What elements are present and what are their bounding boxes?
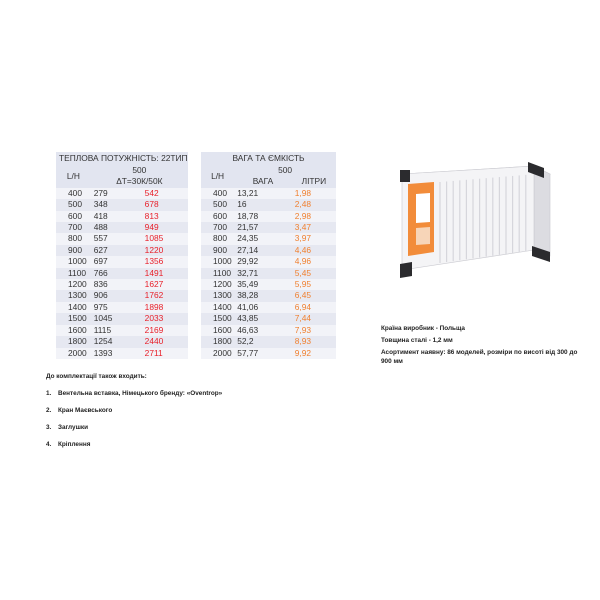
weight-table-cell-length: 1200 bbox=[201, 279, 234, 290]
weight-table-cell-length: 900 bbox=[201, 245, 234, 256]
power-table-cell-value-a: 836 bbox=[91, 279, 142, 290]
kit-list bbox=[46, 390, 222, 448]
kit-section bbox=[46, 373, 222, 458]
weight-table-cell-value-a: 21,57 bbox=[234, 222, 292, 233]
weight-table-cell-value-b: 6,94 bbox=[292, 302, 336, 313]
kit-item-text: Кріплення bbox=[58, 441, 91, 448]
weight-table-cell-length: 1400 bbox=[201, 302, 234, 313]
power-table-cell-value-a: 1045 bbox=[91, 313, 142, 324]
power-table-height: 500 bbox=[91, 165, 188, 176]
kit-item-number: 4. bbox=[46, 441, 52, 448]
power-table-cell-length: 1800 bbox=[56, 336, 91, 347]
power-table-row bbox=[56, 188, 188, 199]
power-table-cell-length: 1100 bbox=[56, 268, 91, 279]
weight-table-cell-value-b: 2,98 bbox=[292, 211, 336, 222]
power-table-cell-length: 1300 bbox=[56, 290, 91, 301]
weight-table-cell-value-a: 38,28 bbox=[234, 290, 292, 301]
weight-table-row bbox=[201, 279, 336, 290]
weight-table-row bbox=[201, 268, 336, 279]
weight-table-col-weight: ВАГА bbox=[234, 176, 292, 187]
weight-table-cell-value-b: 7,93 bbox=[292, 325, 336, 336]
weight-table-cell-value-b: 5,45 bbox=[292, 268, 336, 279]
power-table-row bbox=[56, 290, 188, 301]
weight-table-cell-value-a: 43,85 bbox=[234, 313, 292, 324]
power-table-cell-value-b: 1220 bbox=[142, 245, 188, 256]
weight-table-cell-length: 1000 bbox=[201, 256, 234, 267]
weight-table-cell-value-b: 1,98 bbox=[292, 188, 336, 199]
weight-table-body bbox=[201, 188, 336, 359]
power-table-row bbox=[56, 279, 188, 290]
info-country: Країна виробник - Польща bbox=[381, 325, 465, 332]
power-table-cell-length: 800 bbox=[56, 233, 91, 244]
power-table-cell-value-a: 1393 bbox=[91, 348, 142, 359]
power-table-cell-length: 1500 bbox=[56, 313, 91, 324]
weight-table-cell-value-b: 7,44 bbox=[292, 313, 336, 324]
power-table-cell-value-a: 279 bbox=[91, 188, 142, 199]
power-table-cell-length: 700 bbox=[56, 222, 91, 233]
power-table-cell-value-b: 1356 bbox=[142, 256, 188, 267]
power-table-cell-value-b: 1085 bbox=[142, 233, 188, 244]
power-table-cell-value-a: 627 bbox=[91, 245, 142, 256]
weight-table-col-lh: L/Н bbox=[201, 165, 234, 188]
power-table-cell-value-b: 1491 bbox=[142, 268, 188, 279]
power-table-row bbox=[56, 199, 188, 210]
kit-item-text: Кран Маєвського bbox=[58, 407, 113, 414]
power-table-cell-value-a: 488 bbox=[91, 222, 142, 233]
power-table-row bbox=[56, 245, 188, 256]
power-table-cell-length: 1200 bbox=[56, 279, 91, 290]
weight-table-row bbox=[201, 313, 336, 324]
kit-title: До комплектації також входить: bbox=[46, 373, 147, 380]
power-table-row bbox=[56, 268, 188, 279]
power-table-row bbox=[56, 325, 188, 336]
kit-item bbox=[46, 424, 222, 431]
weight-table-cell-value-b: 9,92 bbox=[292, 348, 336, 359]
weight-table-cell-value-b: 6,45 bbox=[292, 290, 336, 301]
power-table-dt: ΔТ=30К/50К bbox=[91, 176, 188, 187]
weight-table-cell-value-a: 52,2 bbox=[234, 336, 292, 347]
weight-table-cell-length: 1600 bbox=[201, 325, 234, 336]
weight-table-row bbox=[201, 325, 336, 336]
power-table-row bbox=[56, 336, 188, 347]
weight-table bbox=[201, 152, 336, 359]
weight-table-cell-value-a: 41,06 bbox=[234, 302, 292, 313]
radiator-sticker bbox=[408, 182, 434, 256]
weight-table-cell-value-a: 16 bbox=[234, 199, 292, 210]
power-table-cell-value-a: 1254 bbox=[91, 336, 142, 347]
power-table-cell-value-a: 348 bbox=[91, 199, 142, 210]
power-table-row bbox=[56, 233, 188, 244]
radiator-image bbox=[394, 160, 554, 290]
power-table-cell-value-b: 2440 bbox=[142, 336, 188, 347]
weight-table-row bbox=[201, 245, 336, 256]
power-table-cell-length: 400 bbox=[56, 188, 91, 199]
weight-table-col-liters: ЛІТРИ bbox=[292, 176, 336, 187]
weight-table-cell-value-b: 5,95 bbox=[292, 279, 336, 290]
weight-table-title: ВАГА ТА ЄМКІСТЬ bbox=[201, 152, 336, 165]
weight-table-cell-value-a: 18,78 bbox=[234, 211, 292, 222]
power-table-cell-value-a: 975 bbox=[91, 302, 142, 313]
power-table-cell-value-a: 766 bbox=[91, 268, 142, 279]
power-table-cell-value-a: 1115 bbox=[91, 325, 142, 336]
weight-table-cell-length: 1100 bbox=[201, 268, 234, 279]
power-table-cell-value-a: 418 bbox=[91, 211, 142, 222]
weight-table-cell-value-a: 46,63 bbox=[234, 325, 292, 336]
weight-table-cell-value-a: 32,71 bbox=[234, 268, 292, 279]
kit-item-text: Заглушки bbox=[58, 424, 89, 431]
weight-table-height: 500 bbox=[234, 165, 336, 176]
weight-table-cell-length: 1300 bbox=[201, 290, 234, 301]
kit-item-number: 3. bbox=[46, 424, 52, 431]
power-table-cell-value-a: 697 bbox=[91, 256, 142, 267]
power-table-cell-length: 1000 bbox=[56, 256, 91, 267]
power-table-cell-value-b: 1762 bbox=[142, 290, 188, 301]
weight-table-cell-value-a: 27,14 bbox=[234, 245, 292, 256]
weight-table-cell-value-b: 2,48 bbox=[292, 199, 336, 210]
power-table-cell-value-a: 906 bbox=[91, 290, 142, 301]
power-table-cell-length: 2000 bbox=[56, 348, 91, 359]
kit-item-number: 2. bbox=[46, 407, 52, 414]
power-table-cell-value-b: 1898 bbox=[142, 302, 188, 313]
power-table-cell-length: 600 bbox=[56, 211, 91, 222]
power-table-cell-length: 900 bbox=[56, 245, 91, 256]
weight-table-cell-value-a: 13,21 bbox=[234, 188, 292, 199]
kit-item bbox=[46, 390, 222, 397]
power-table-cell-value-b: 949 bbox=[142, 222, 188, 233]
weight-table-cell-value-b: 3,97 bbox=[292, 233, 336, 244]
power-table-cell-value-a: 557 bbox=[91, 233, 142, 244]
weight-table-cell-value-b: 8,93 bbox=[292, 336, 336, 347]
power-table-cell-value-b: 2169 bbox=[142, 325, 188, 336]
power-table-cell-value-b: 813 bbox=[142, 211, 188, 222]
weight-table-cell-length: 1500 bbox=[201, 313, 234, 324]
weight-table-row bbox=[201, 222, 336, 233]
power-table-cell-value-b: 678 bbox=[142, 199, 188, 210]
power-table-row bbox=[56, 348, 188, 359]
weight-table-cell-value-b: 4,46 bbox=[292, 245, 336, 256]
weight-table-row bbox=[201, 233, 336, 244]
power-table-cell-value-b: 2033 bbox=[142, 313, 188, 324]
weight-table-cell-value-a: 29,92 bbox=[234, 256, 292, 267]
weight-table-row bbox=[201, 290, 336, 301]
weight-table-row bbox=[201, 348, 336, 359]
power-table-cell-length: 1600 bbox=[56, 325, 91, 336]
weight-table-row bbox=[201, 211, 336, 222]
power-table-cell-length: 500 bbox=[56, 199, 91, 210]
weight-table-cell-value-b: 4,96 bbox=[292, 256, 336, 267]
power-table-cell-value-b: 2711 bbox=[142, 348, 188, 359]
weight-table-cell-value-a: 57,77 bbox=[234, 348, 292, 359]
weight-table-cell-value-a: 24,35 bbox=[234, 233, 292, 244]
weight-table-cell-length: 600 bbox=[201, 211, 234, 222]
weight-table-cell-value-a: 35,49 bbox=[234, 279, 292, 290]
kit-item bbox=[46, 407, 222, 414]
weight-table-row bbox=[201, 302, 336, 313]
power-table-row bbox=[56, 256, 188, 267]
weight-table-cell-length: 2000 bbox=[201, 348, 234, 359]
weight-table-row bbox=[201, 188, 336, 199]
kit-item-number: 1. bbox=[46, 390, 52, 397]
power-table-row bbox=[56, 302, 188, 313]
power-table-row bbox=[56, 222, 188, 233]
info-steel-thickness: Товщина сталі - 1,2 мм bbox=[381, 337, 453, 344]
weight-table-row bbox=[201, 199, 336, 210]
power-table-cell-length: 1400 bbox=[56, 302, 91, 313]
weight-table-cell-length: 1800 bbox=[201, 336, 234, 347]
power-table-cell-value-b: 1627 bbox=[142, 279, 188, 290]
kit-item bbox=[46, 441, 222, 448]
power-table bbox=[56, 152, 188, 359]
weight-table-cell-length: 800 bbox=[201, 233, 234, 244]
power-table-title: ТЕПЛОВА ПОТУЖНІСТЬ: 22ТИП bbox=[56, 152, 188, 165]
weight-table-cell-length: 500 bbox=[201, 199, 234, 210]
power-table-cell-value-b: 542 bbox=[142, 188, 188, 199]
weight-table-row bbox=[201, 256, 336, 267]
kit-item-text: Вентельна вставка, Німецького бренду: «Oventrop» bbox=[58, 390, 223, 397]
info-assortment: Асортимент наявну: 86 моделей, розміри по висоті від 300 до 900 мм bbox=[381, 349, 578, 365]
weight-table-cell-length: 400 bbox=[201, 188, 234, 199]
power-table-row bbox=[56, 211, 188, 222]
power-table-row bbox=[56, 313, 188, 324]
power-table-body bbox=[56, 188, 188, 359]
weight-table-cell-value-b: 3,47 bbox=[292, 222, 336, 233]
weight-table-row bbox=[201, 336, 336, 347]
power-table-col-lh: L/Н bbox=[56, 165, 91, 188]
weight-table-cell-length: 700 bbox=[201, 222, 234, 233]
